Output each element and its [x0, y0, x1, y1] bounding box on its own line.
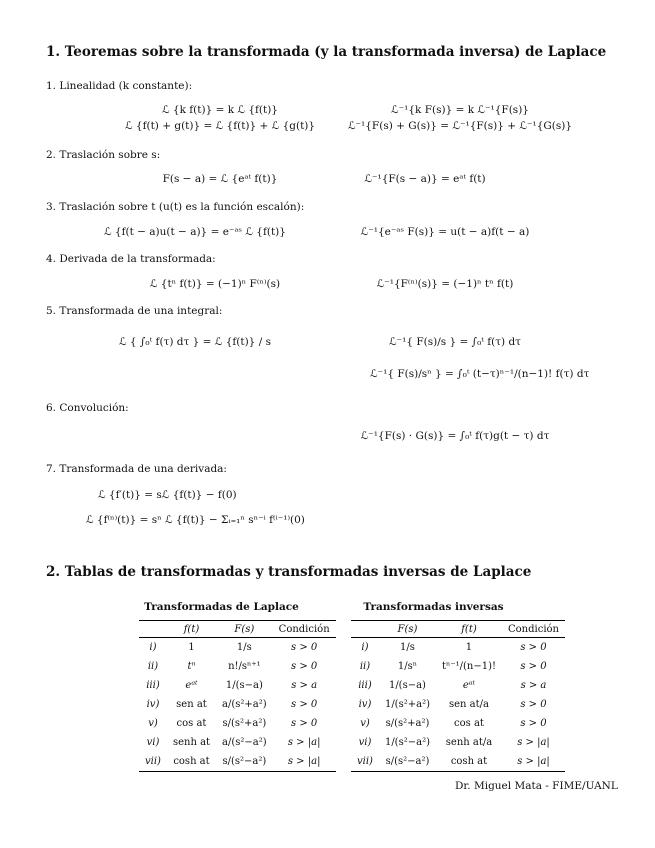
cell: cos at [176, 718, 207, 729]
cell: a/(s²−a²) [222, 737, 267, 748]
table-row [351, 638, 565, 658]
table-row [139, 657, 336, 676]
eq-linealidad-left-2: ℒ {f(t) + g(t)} = ℒ {f(t)} + ℒ {g(t)} [125, 120, 316, 132]
table-row [139, 695, 336, 714]
cell: s > 0 [291, 642, 318, 653]
table1-header-fs: F(s) [216, 621, 273, 638]
eq-derivada-transformada-right: ℒ⁻¹{F⁽ⁿ⁾(s)} = (−1)ⁿ tⁿ f(t) [376, 278, 514, 290]
item-derivada-label: 7. Transformada de una derivada: [46, 463, 227, 475]
table1-header-empty [139, 621, 167, 638]
item-convolucion-label: 6. Convolución: [46, 402, 129, 414]
eq-traslacion-t-right: ℒ⁻¹{e⁻ᵃˢ F(s)} = u(t − a)f(t − a) [360, 226, 530, 238]
cell: ii) [359, 661, 371, 672]
item-derivada-transformada-label: 4. Derivada de la transformada: [46, 253, 216, 265]
cell: 1/(s²−a²) [384, 737, 430, 748]
table2-header-empty [351, 621, 379, 638]
table2-title: Transformadas inversas [363, 601, 504, 613]
cell: v) [360, 718, 370, 729]
cell: s > |a| [517, 737, 550, 748]
eq-derivada-transformada-left: ℒ {tⁿ f(t)} = (−1)ⁿ F⁽ⁿ⁾(s) [149, 278, 281, 290]
cell: cosh at [436, 752, 502, 772]
section2-title: 2. Tablas de transformadas y transformadas inversas de Laplace [46, 564, 532, 580]
laplace-table [139, 620, 336, 772]
cell: vi) [146, 737, 160, 748]
table-row [351, 733, 565, 752]
cell: s > 0 [291, 718, 318, 729]
table-row [139, 752, 336, 772]
cell: vii) [139, 752, 167, 772]
cell: s > a [520, 680, 547, 691]
cell: s > 0 [291, 699, 318, 710]
cell: s > 0 [291, 661, 318, 672]
eq-integral-right-2: ℒ⁻¹{ F(s)/sⁿ } = ∫₀ᵗ (t−τ)ⁿ⁻¹/(n−1)! f(τ) dτ [370, 368, 590, 380]
cell: eᵃᵗ [462, 680, 476, 691]
section1-title: 1. Teoremas sobre la transformada (y la transformada inversa) de Laplace [46, 44, 607, 60]
inverse-laplace-table [351, 620, 565, 772]
cell: 1 [188, 642, 195, 653]
cell: iii) [358, 680, 372, 691]
cell: s > |a| [502, 752, 565, 772]
cell: 1/s [400, 642, 415, 653]
cell: i) [361, 642, 369, 653]
cell: s/(s²−a²) [216, 752, 273, 772]
table-row [351, 695, 565, 714]
cell: s > 0 [520, 718, 547, 729]
cell: senh at/a [445, 737, 493, 748]
cell: 1/s [236, 642, 252, 653]
table1-header-ft: f(t) [167, 621, 216, 638]
eq-traslacion-t-left: ℒ {f(t − a)u(t − a)} = e⁻ᵃˢ ℒ {f(t)} [104, 226, 286, 238]
cell: s/(s²+a²) [222, 718, 267, 729]
cell: sen at/a [449, 699, 489, 710]
cell: vi) [358, 737, 372, 748]
cell: eᵃᵗ [185, 680, 198, 691]
eq-linealidad-left-1: ℒ {k f(t)} = k ℒ {f(t)} [162, 104, 278, 116]
cell: iv) [146, 699, 160, 710]
item-linealidad-label: 1. Linealidad (k constante): [46, 80, 193, 92]
eq-integral-right-1: ℒ⁻¹{ F(s)/s } = ∫₀ᵗ f(τ) dτ [389, 336, 521, 348]
cell: cosh at [167, 752, 216, 772]
eq-derivada-2: ℒ {f⁽ⁿ⁾(t)} = sⁿ ℒ {f(t)} − Σᵢ₌₁ⁿ sⁿ⁻ⁱ f⁽ⁱ⁻¹⁾(0) [86, 514, 305, 526]
cell: n!/sⁿ⁺¹ [228, 661, 261, 672]
cell: iv) [358, 699, 372, 710]
cell: vii) [351, 752, 379, 772]
eq-linealidad-right-2: ℒ⁻¹{F(s) + G(s)} = ℒ⁻¹{F(s)} + ℒ⁻¹{G(s)} [347, 120, 573, 132]
cell: 1/(s−a) [388, 680, 426, 691]
eq-integral-left: ℒ { ∫₀ᵗ f(τ) dτ } = ℒ {f(t)} / s [119, 336, 271, 348]
cell: s > 0 [520, 661, 547, 672]
table2-header-ft: f(t) [436, 621, 502, 638]
table-row [139, 638, 336, 658]
cell: v) [148, 718, 158, 729]
cell: tⁿ⁻¹/(n−1)! [441, 661, 496, 672]
table2-header-condicion: Condición [502, 621, 565, 638]
cell: s > |a| [287, 737, 321, 748]
eq-derivada-1: ℒ {f′(t)} = sℒ {f(t)} − f(0) [98, 489, 237, 501]
cell: s/(s²−a²) [379, 752, 436, 772]
cell: s/(s²+a²) [385, 718, 430, 729]
table-row [351, 752, 565, 772]
cell: a/(s²+a²) [222, 699, 267, 710]
item-traslacion-s-label: 2. Traslación sobre s: [46, 149, 161, 161]
table-row [351, 657, 565, 676]
cell: 1/sⁿ [397, 661, 418, 672]
cell: 1/(s²+a²) [384, 699, 430, 710]
table-row [139, 714, 336, 733]
cell: ii) [147, 661, 159, 672]
cell: i) [149, 642, 157, 653]
cell: s > |a| [273, 752, 336, 772]
eq-traslacion-s-left: F(s − a) = ℒ {eᵃᵗ f(t)} [162, 173, 278, 185]
cell: senh at [172, 737, 211, 748]
table-row [351, 714, 565, 733]
eq-traslacion-s-right: ℒ⁻¹{F(s − a)} = eᵃᵗ f(t) [364, 173, 486, 185]
cell: s > 0 [520, 699, 547, 710]
table-row [139, 733, 336, 752]
cell: 1/(s−a) [225, 680, 263, 691]
table1-header-condicion: Condición [273, 621, 336, 638]
item-integral-label: 5. Transformada de una integral: [46, 305, 223, 317]
cell: cos at [454, 718, 484, 729]
table-row [139, 676, 336, 695]
item-traslacion-t-label: 3. Traslación sobre t (u(t) es la función escalón): [46, 201, 305, 213]
cell: iii) [146, 680, 160, 691]
author-footer: Dr. Miguel Mata - FIME/UANL [455, 780, 618, 792]
cell: s > a [291, 680, 318, 691]
eq-linealidad-right-1: ℒ⁻¹{k F(s)} = k ℒ⁻¹{F(s)} [391, 104, 529, 116]
cell: tⁿ [187, 661, 196, 672]
table-row [351, 676, 565, 695]
cell: s > 0 [520, 642, 547, 653]
cell: 1 [465, 642, 473, 653]
cell: sen at [176, 699, 207, 710]
table2-header-fs: F(s) [379, 621, 436, 638]
eq-convolucion-right: ℒ⁻¹{F(s) · G(s)} = ∫₀ᵗ f(τ)g(t − τ) dτ [360, 430, 550, 442]
table1-title: Transformadas de Laplace [144, 601, 299, 613]
